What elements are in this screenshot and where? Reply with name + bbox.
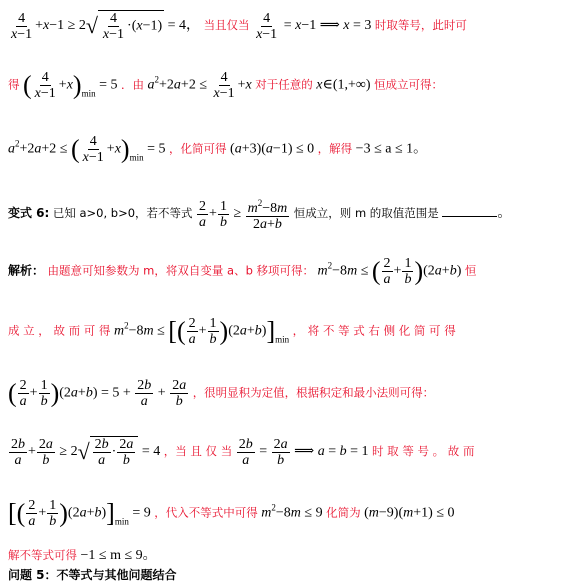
solution-line: 解析： 由题意可知参数为 m，将双自变量 a、b 移项可得： $m^2-8m$ ≤ ( $\frac{2}{a}$ + $\frac{1}{b}$ )(2a+b) 恒 (8, 256, 477, 287)
solution-text: 由题意可知参数为 m，将双自变量 a、b 移项可得： (47, 263, 315, 278)
line-3: $a^2+2a+2$ ≤ ( $\frac{4}{x-1}$ $+x)_{min} = 5$ ，化简可得 (a+3)(a−1) ≤ 0 ，解得 −3 ≤ a ≤ 1。 (8, 134, 428, 165)
l9-text2: 化简为 (326, 505, 361, 520)
l10-end: 。 (142, 548, 157, 563)
line-9: [( $\frac{2}{a}$ + $\frac{1}{b}$ )$(2a+b)]_{min} = 9$ ，代入不等式中可得 $m^2-8m \le 9$ 化简为 (m−9)(m+1) ≤ 0 (8, 498, 455, 529)
l6-text1: 成 立 ， 故 而 可 得 (8, 323, 111, 338)
l8-cond: ，当 且 仅 当 (163, 444, 233, 459)
when-text: 时取等号，此时可 (374, 18, 467, 33)
variant-text2: 恒成立，则 m 的取值范围是 (293, 206, 439, 221)
line-1: $\frac{4}{x-1}$ +x−1 ≥ 2√ $\frac{4}{x-1}$ ·(x−1) = 4， 当且仅当 $\frac{4}{x-1}$ = x−1 ⟹ x = 3 时取等号，此时可 (11, 10, 467, 42)
solution-label: 解析： (8, 263, 45, 278)
line-6: 成 立 ， 故 而 可 得 $m^2-8m$ ≤ [( $\frac{2}{a}$ + $\frac{1}{b}$ )$(2a+b)]_{min}$ ， 将 不 等 式 右 侧 化 简 可 得 (8, 316, 456, 347)
variant-6: 变式 6: 已知 a>0, b>0，若不等式 $\frac{2}{a}$ + $\frac{1}{b}$ ≥ $\frac{m^2-8m}{2a+b}$ 恒成立，则 m 的取值范围是 。 (8, 198, 512, 232)
line-8: $\frac{2b}{a}$ + $\frac{2a}{b}$ ≥ 2√ $\frac{2b}{a}$ · $\frac{2a}{b}$ = 4 ，当 且 仅 当 $\frac{2b}{a}$ = $\frac{2a}{b}$ ⟹ a = b = 1 时 取 等 号 。 故 而 (11, 436, 475, 468)
solution-cont: 恒 (464, 263, 477, 278)
range-a: −3 ≤ a ≤ 1。 (355, 141, 428, 157)
cond-text: 当且仅当 (203, 18, 250, 33)
l10-text: 解不等式可得 (8, 548, 77, 562)
line-10 (8, 544, 556, 564)
l8-eq: 时 取 等 号 。 故 而 (372, 444, 475, 459)
l6-text2: ， 将 不 等 式 右 侧 化 简 可 得 (292, 323, 456, 338)
solve-text: ，解得 (317, 141, 353, 156)
line-2: 得 ( $\frac{4}{x-1}$ $+x)_{min} = 5$ ．由 $a^2+2a+2$ ≤ $\frac{4}{x-1}$ +x 对于任意的 x∈(1,+∞) 恒成立可得： (8, 70, 444, 101)
l9-text1: ，代入不等式中可得 (154, 505, 258, 520)
problem-5-title: 问题 5：不等式与其他问题结合 (8, 568, 177, 582)
simplify-text: ，化简可得 (169, 141, 227, 156)
always-text: 恒成立可得： (374, 77, 444, 92)
forall-text: 对于任意的 (255, 77, 313, 92)
by-text: ．由 (121, 77, 145, 92)
range-m: −1 ≤ m ≤ 9 (80, 548, 143, 563)
line-7: ( $\frac{2}{a}$ + $\frac{1}{b}$ )(2a+b) = 5 + $\frac{2b}{a}$ + $\frac{2a}{b}$ ，很明显积为定值，根据积定和最小法则可得： (8, 378, 435, 409)
l7-text: ，很明显积为定值，根据积定和最小法则可得： (192, 385, 435, 400)
pre-text: 得 (8, 77, 20, 92)
variant-label: 变式 6: (8, 206, 50, 221)
variant-end: 。 (497, 206, 512, 222)
problem-5-heading (8, 566, 556, 583)
answer-blank[interactable] (442, 206, 497, 217)
variant-text1: 已知 a>0, b>0，若不等式 (52, 206, 193, 221)
